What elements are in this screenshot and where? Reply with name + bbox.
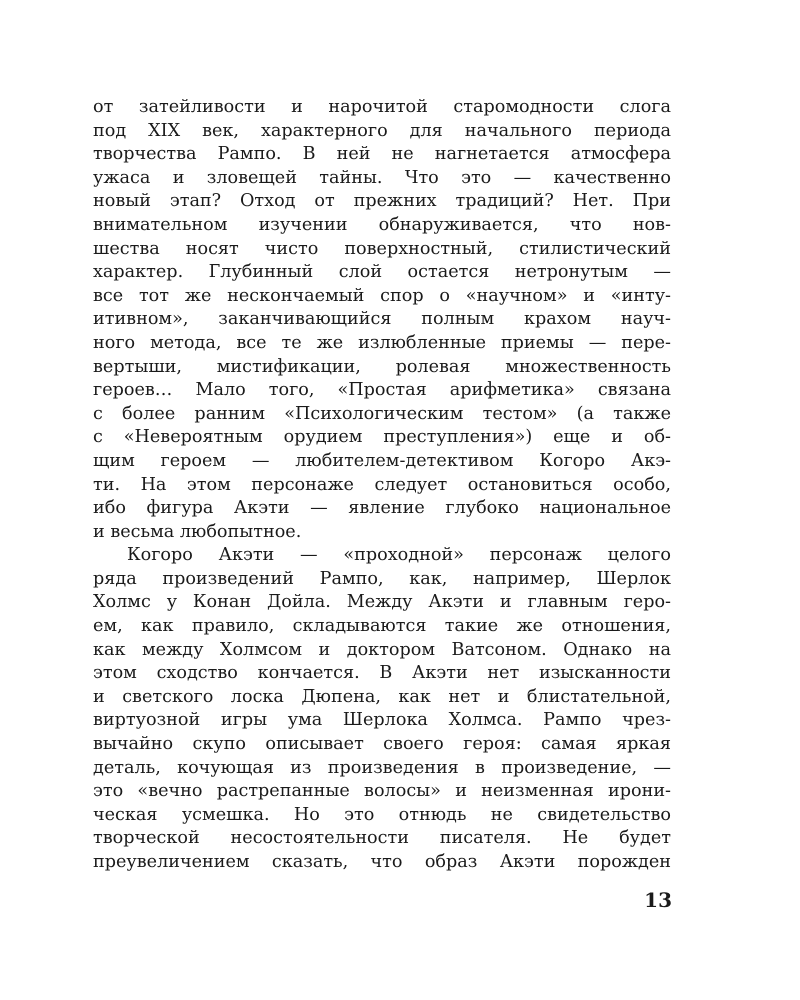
- text-line: деталь, кочующая из произведения в произведение, —: [93, 757, 671, 778]
- text-line: ибо фигура Акэти — явление глубоко национальное: [93, 498, 671, 519]
- text-line: ного метода, все те же излюбленные приемы — пере-: [93, 332, 671, 353]
- body-text: [93, 96, 671, 875]
- page-number: 13: [644, 888, 672, 912]
- text-line: ряда произведений Рампо, как, например, Шерлок: [93, 568, 671, 589]
- text-line: от затейливости и нарочитой старомодности слога: [93, 97, 671, 117]
- text-line: шества носят чисто поверхностный, стилистический: [93, 238, 671, 259]
- text-line: виртуозной игры ума Шерлока Холмса. Рампо чрез-: [93, 710, 671, 731]
- paragraph-2: [93, 544, 671, 874]
- text-line: ем, как правило, складываются такие же отношения,: [93, 616, 671, 637]
- text-line: этом сходство кончается. В Акэти нет изысканности: [93, 663, 671, 684]
- text-line: Когоро Акэти — «проходной» персонаж целого: [127, 545, 671, 566]
- text-line: с «Невероятным орудием преступления») еще и об-: [93, 427, 671, 448]
- text-line: итивном», заканчивающийся полным крахом науч-: [93, 309, 671, 330]
- text-line: Холмс у Конан Дойла. Между Акэти и главным геро-: [93, 592, 671, 613]
- text-line: героев… Мало того, «Простая арифметика» связана: [93, 380, 671, 401]
- text-line: ужаса и зловещей тайны. Что это — качественно: [93, 167, 671, 188]
- text-line: как между Холмсом и доктором Ватсоном. Однако на: [93, 639, 671, 660]
- text-line: это «вечно растрепанные волосы» и неизменная ирони-: [93, 781, 671, 802]
- text-line: преувеличением сказать, что образ Акэти порожден: [93, 852, 671, 872]
- text-line: и светского лоска Дюпена, как нет и блистательной,: [93, 686, 671, 707]
- text-line: творческой несостоятельности писателя. Не будет: [93, 828, 671, 849]
- text-line: вычайно скупо описывает своего героя: самая яркая: [93, 734, 671, 755]
- text-line: вертыши, мистификации, ролевая множественность: [93, 356, 671, 377]
- text-line: под XIX век, характерного для начального периода: [93, 120, 671, 141]
- text-line: характер. Глубинный слой остается нетронутым —: [93, 262, 671, 283]
- text-line: ческая усмешка. Но это отнюдь не свидетельство: [93, 804, 671, 825]
- text-line: с более ранним «Психологическим тестом» (а также: [93, 403, 671, 424]
- text-line: все тот же нескончаемый спор о «научном» и «инту-: [93, 285, 671, 306]
- text-line: ти. На этом персонаже следует остановиться особо,: [93, 474, 671, 495]
- text-line: внимательном изучении обнаруживается, что нов-: [93, 214, 671, 235]
- text-line: новый этап? Отход от прежних традиций? Нет. При: [93, 191, 671, 212]
- paragraph-1: [93, 96, 671, 544]
- text-line: и весьма любопытное.: [93, 521, 302, 542]
- text-line: творчества Рампо. В ней не нагнетается атмосфера: [93, 144, 671, 165]
- text-line: щим героем — любителем-детективом Когоро Акэ-: [93, 450, 671, 471]
